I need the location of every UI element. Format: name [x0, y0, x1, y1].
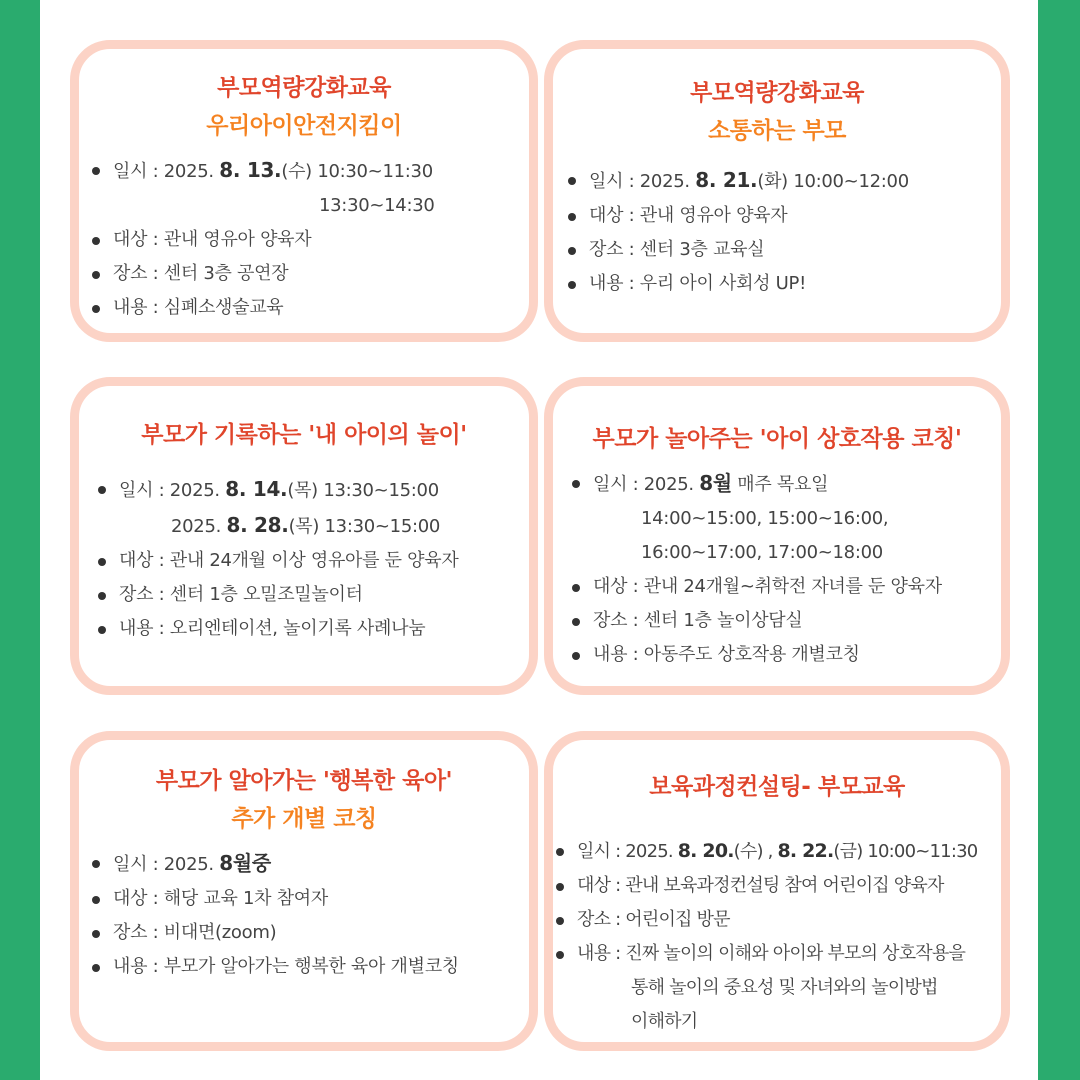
place-item: 장소 : 센터 1층 놀이상담실 [569, 604, 942, 638]
date-item: 일시 : 2025. 8. 21.(화) 10:00~12:00 [565, 163, 909, 199]
card-title: 부모가 기록하는 '내 아이의 놀이' [141, 422, 467, 448]
card-title-line1: 부모가 알아가는 '행복한 육아' [155, 768, 453, 794]
place-item: 장소 : 센터 3층 교육실 [565, 233, 909, 267]
date-item: 일시 : 2025. 8. 20.(수) , 8. 22.(금) 10:00~11:30 [553, 834, 977, 869]
card-title-line2: 소통하는 부모 [708, 118, 846, 144]
place-item: 장소 : 센터 1층 오밀조밀놀이터 [95, 578, 458, 612]
place-item: 장소 : 비대면(zoom) [89, 916, 459, 950]
card-title-line2: 우리아이안전지킴이 [206, 113, 402, 139]
program-card-interaction-coaching [544, 377, 1010, 695]
target-item: 대상 : 관내 24개월~취학전 자녀를 둔 양육자 [569, 570, 942, 604]
date-item-second: 2025. 8. 28.(목) 13:30~15:00 [171, 513, 441, 537]
date-continued: 13:30~14:30 [319, 195, 435, 216]
content-item: 내용 : 아동주도 상호작용 개별코칭 [569, 638, 942, 672]
target-item: 대상 : 관내 영유아 양육자 [565, 199, 909, 233]
card-title-line1: 부모역량강화교육 [217, 75, 391, 101]
card-title-line2: 추가 개별 코칭 [231, 806, 377, 832]
target-item: 대상 : 해당 교육 1차 참여자 [89, 882, 459, 916]
date-item: 일시 : 2025. 8월 매주 목요일 [569, 466, 942, 502]
card-title: 보육과정컨설팅- 부모교육 [649, 774, 905, 800]
date-item: 일시 : 2025. 8월중 [89, 846, 459, 882]
date-continued-2: 16:00~17:00, 17:00~18:00 [641, 542, 883, 563]
date-item: 일시 : 2025. 8. 14.(목) 13:30~15:00 [95, 472, 458, 508]
content-continued-1: 통해 놀이의 중요성 및 자녀와의 놀이방법 [631, 977, 938, 998]
program-card-play-record [70, 377, 538, 695]
card-title-line1: 부모역량강화교육 [690, 80, 864, 106]
content-item: 내용 : 진짜 놀이의 이해와 아이와 부모의 상호작용을 [553, 937, 977, 971]
program-card-consulting [544, 731, 1010, 1051]
card-title: 부모가 놀아주는 '아이 상호작용 코칭' [592, 426, 962, 452]
program-card-communication [544, 40, 1010, 342]
program-card-safety [70, 40, 538, 342]
content-item: 내용 : 심폐소생술교육 [89, 291, 435, 325]
target-item: 대상 : 관내 24개월 이상 영유아를 둔 양육자 [95, 544, 458, 578]
content-item: 내용 : 부모가 알아가는 행복한 육아 개별코칭 [89, 950, 459, 984]
place-item: 장소 : 센터 3층 공연장 [89, 257, 435, 291]
date-continued-1: 14:00~15:00, 15:00~16:00, [641, 508, 889, 529]
program-card-happy-parenting [70, 731, 538, 1051]
date-item: 일시 : 2025. 8. 13.(수) 10:30~11:30 [89, 153, 435, 189]
target-item: 대상 : 관내 영유아 양육자 [89, 223, 435, 257]
content-item: 내용 : 우리 아이 사회성 UP! [565, 267, 909, 301]
target-item: 대상 : 관내 보육과정컨설팅 참여 어린이집 양육자 [553, 869, 977, 903]
place-item: 장소 : 어린이집 방문 [553, 903, 977, 937]
content-continued-2: 이해하기 [631, 1011, 698, 1032]
content-item: 내용 : 오리엔테이션, 놀이기록 사례나눔 [95, 612, 458, 646]
page-sheet [40, 0, 1038, 1080]
